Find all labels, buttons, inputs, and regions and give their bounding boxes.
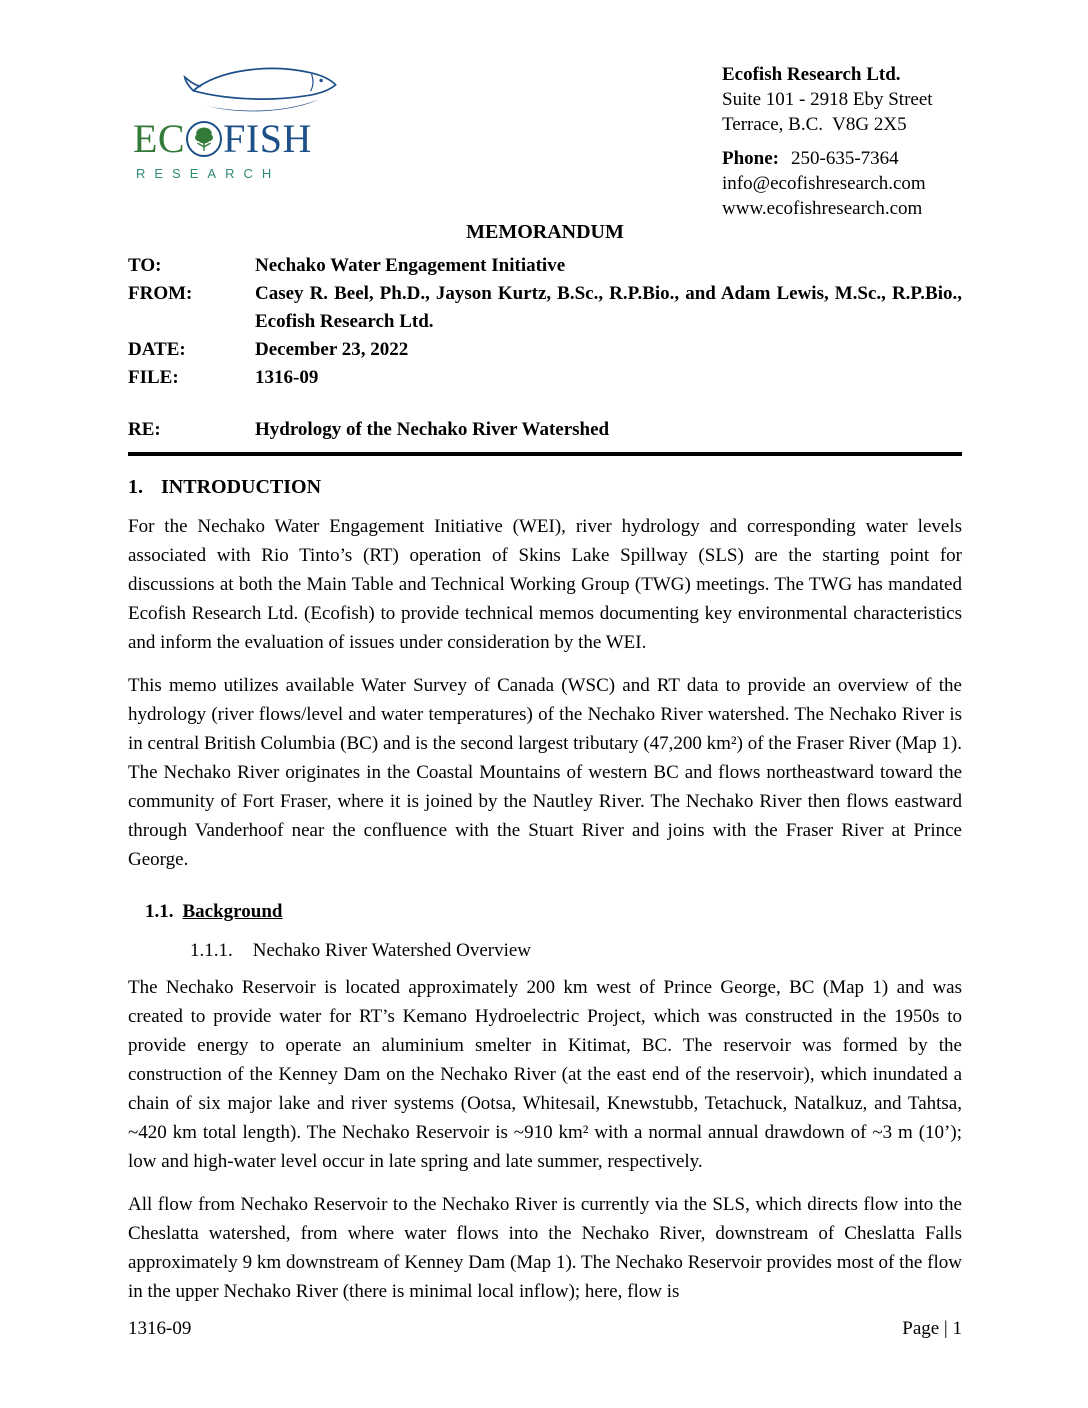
address-line-2: Terrace, B.C. V8G 2X5	[722, 114, 907, 135]
website-url: www.ecofishresearch.com	[722, 198, 923, 219]
paragraph-3: The Nechako Reservoir is located approximately 200 km west of Prince George, BC (Map 1) and was created to provide water for RT’s Kemano Hydroelectric Project, which was constructed in the 1950s to provide energy to operate an aluminium smelter in Kitimat, BC. The reservoir was formed by the construction of the Kenney Dam on the Nechako River (at the east end of the reservoir), which inundated a chain of six major lake and river systems (Ootsa, Whitesail, Knewstubb, Tetachuck, Natalkuz, and Tahtsa, ~420 km total length). The Nechako Reservoir is ~910 km² with a normal annual drawdown of ~3 m (10’); low and high-water level occur in late spring and late summer, respectively.	[128, 977, 962, 1172]
section-number: 1.1.	[145, 901, 174, 922]
section-heading-introduction	[128, 472, 962, 502]
tree-in-circle-icon	[186, 121, 222, 157]
memo-field-file	[128, 364, 962, 392]
memo-title: MEMORANDUM	[466, 221, 624, 243]
field-value: Hydrology of the Nechako River Watershed	[255, 419, 610, 440]
memo-field-from	[128, 280, 962, 336]
logo-wordmark	[133, 118, 312, 160]
paragraph-1: For the Nechako Water Engagement Initiative (WEI), river hydrology and corresponding water levels associated with Rio Tinto’s (RT) operation of Skins Lake Spillway (SLS) are the starting point for discussions at both the Main Table and Technical Working Group (TWG) meetings. The TWG has mandated Ecofish Research Ltd. (Ecofish) to provide technical memos documenting key environmental characteristics and inform the evaluation of issues under consideration by the WEI.	[128, 516, 962, 653]
logo-text-research: RESEARCH	[136, 166, 281, 181]
logo-text-fish: FISH	[223, 116, 312, 161]
phone-label: Phone:	[722, 148, 779, 169]
phone-number: 250-635-7364	[791, 148, 899, 169]
letterhead-contact-block	[722, 62, 982, 221]
footer-page-number: Page | 1	[902, 1318, 962, 1339]
footer-file-number: 1316-09	[128, 1318, 192, 1339]
field-value: 1316-09	[255, 367, 319, 388]
field-value: December 23, 2022	[255, 339, 409, 360]
divider-rule	[128, 452, 962, 456]
field-label: RE:	[128, 419, 161, 440]
company-name: Ecofish Research Ltd.	[722, 64, 901, 85]
section-number: 1.1.1.	[190, 940, 233, 961]
section-title: INTRODUCTION	[161, 476, 322, 498]
fish-icon	[183, 60, 345, 118]
field-value: Casey R. Beel, Ph.D., Jayson Kurtz, B.Sc., R.P.Bio., and Adam Lewis, M.Sc., R.P.Bio., Ecofish Research Ltd.	[255, 283, 962, 332]
paragraph-4: All flow from Nechako Reservoir to the Nechako River is currently via the SLS, which directs flow into the Cheslatta watershed, from where water flows into the Nechako River, downstream of Cheslatta Falls approximately 9 km downstream of Kenney Dam (Map 1). The Nechako Reservoir provides most of the flow in the upper Nechako River (there is minimal local inflow); here, flow is	[128, 1194, 962, 1302]
paragraph-2: This memo utilizes available Water Survey of Canada (WSC) and RT data to provide an overview of the hydrology (river flows/level and water temperatures) of the Nechako River watershed. The Nechako River is in central British Columbia (BC) and is the second largest tributary (47,200 km²) of the Fraser River (Map 1). The Nechako River originates in the Coastal Mountains of western BC and flows northeastward toward the community of Fort Fraser, where it is joined by the Nautley River. The Nechako River then flows eastward through Vanderhoof near the confluence with the Stuart River and joins with the Fraser River at Prince George.	[128, 675, 962, 870]
section-title: Nechako River Watershed Overview	[252, 940, 532, 961]
memo-field-re	[128, 416, 962, 444]
field-value: Nechako Water Engagement Initiative	[255, 255, 566, 276]
address-line-1: Suite 101 - 2918 Eby Street	[722, 89, 933, 110]
memo-field-date	[128, 336, 962, 364]
page-footer	[128, 1318, 962, 1340]
section-title: Background	[182, 901, 283, 922]
subsubsection-heading-watershed-overview	[190, 937, 962, 965]
ecofish-logo	[133, 58, 348, 181]
field-label: FROM:	[128, 283, 193, 304]
field-label: DATE:	[128, 339, 186, 360]
memo-content	[128, 218, 962, 1306]
memo-field-to	[128, 252, 962, 280]
field-label: TO:	[128, 255, 162, 276]
email-address: info@ecofishresearch.com	[722, 173, 926, 194]
section-number: 1.	[128, 476, 143, 498]
subsection-heading-background	[145, 898, 962, 926]
logo-text-eco: EC	[133, 116, 186, 161]
phone-row	[722, 146, 982, 171]
field-label: FILE:	[128, 367, 179, 388]
